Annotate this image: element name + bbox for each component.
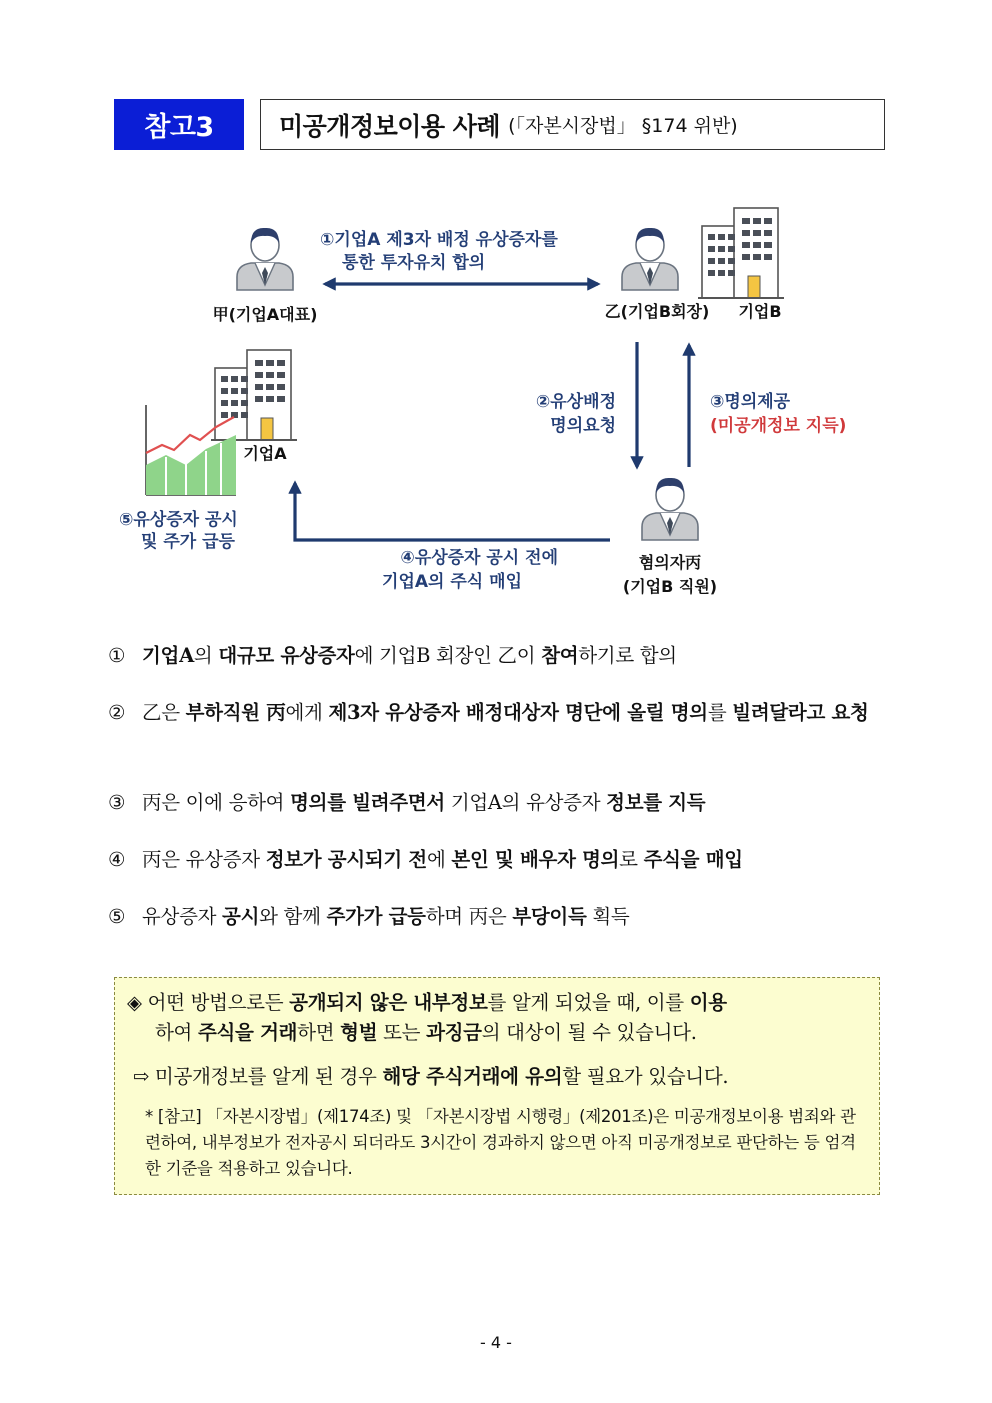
text-run: 에 <box>426 848 452 871</box>
text-run: 의 대상이 될 수 있습니다. <box>481 1021 697 1044</box>
step1-line1: ①기업A 제3자 배정 유상증자를 <box>320 230 558 250</box>
text-run: 를 <box>707 701 733 724</box>
item-text <box>142 901 888 933</box>
emphasis-text: 본인 및 배우자 명의 <box>451 848 620 871</box>
text-run: 를 알게 되었을 때, 이를 <box>487 991 690 1014</box>
step5-line1: ⑤유상증자 공시 <box>119 510 238 530</box>
text-run: 또는 <box>377 1021 427 1044</box>
item-text <box>142 787 888 819</box>
item-number: ③ <box>108 791 126 814</box>
emphasis-text: 해당 주식거래에 유의 <box>382 1065 563 1088</box>
emphasis-text: 주가가 급등 <box>326 905 426 928</box>
text-run: 의 <box>193 644 219 667</box>
case-diagram <box>110 195 890 615</box>
step1-line2: 통한 투자유치 합의 <box>342 253 486 273</box>
step4-line1: ④유상증자 공시 전에 <box>400 548 558 568</box>
emphasis-text: 부하직원 丙 <box>185 701 286 724</box>
label-company-a: 기업A <box>243 444 287 463</box>
suspect-person-icon <box>642 478 698 540</box>
note-footnote: * [참고] 「자본시장법」(제174조) 및 「자본시장법 시행령」(제201조)은 미공개정보이용 범죄와 관련하여, 내부정보가 전자공시 되더라도 3시간이 경과하지 않으면 아직 미공개정보로 판단하는 등 엄격한 기준을 적용하고 있습니다. <box>145 1107 856 1178</box>
emphasis-text: 정보가 공시되기 전 <box>265 848 427 871</box>
text-run: 할 필요가 있습니다. <box>562 1065 729 1088</box>
item-number: ④ <box>108 848 126 871</box>
note-line-1 <box>127 988 869 1018</box>
item-text <box>142 640 888 672</box>
step3-line1: ③명의제공 <box>710 392 791 412</box>
item-text <box>142 844 888 876</box>
item-number: ⑤ <box>108 905 126 928</box>
item-number: ① <box>108 644 126 667</box>
emphasis-text: 공개되지 않은 내부정보 <box>289 991 488 1014</box>
reference-badge: 참고3 <box>114 99 244 150</box>
label-person-eul: 乙(기업B회장) <box>604 302 710 321</box>
person-gap-icon <box>237 228 293 290</box>
text-run: 丙은 이에 응하여 <box>142 791 291 814</box>
emphasis-text: 주식을 매입 <box>643 848 743 871</box>
text-run: 획득 <box>586 905 630 928</box>
text-run: 기업A의 유상증자 <box>444 791 607 814</box>
emphasis-text: 빌려달라고 요청 <box>732 701 869 724</box>
step5-line2: 및 주가 급등 <box>141 532 235 552</box>
item-text <box>142 697 888 729</box>
company-b-building-icon <box>698 208 784 298</box>
page-subtitle: (「자본시장법」 §174 위반) <box>508 115 738 137</box>
emphasis-text: 기업A <box>142 644 194 667</box>
title-box <box>260 99 885 150</box>
text-run: ◈ 어떤 방법으로든 <box>127 991 290 1014</box>
step2-line1: ②유상배정 <box>535 392 616 412</box>
emphasis-text: 주식을 거래 <box>197 1021 298 1044</box>
text-run: 에게 <box>285 701 329 724</box>
page-number: - 4 - <box>480 1333 512 1352</box>
emphasis-text: 부당이득 <box>512 905 587 928</box>
label-company-b: 기업B <box>738 302 782 321</box>
text-run: ⇨ 미공개정보를 알게 된 경우 <box>133 1065 383 1088</box>
label-person-gap: 甲(기업A대표) <box>212 305 318 324</box>
caution-note-box <box>114 977 880 1195</box>
text-run: 하여 <box>155 1021 198 1044</box>
emphasis-text: 과징금 <box>426 1021 482 1044</box>
person-eul-icon <box>622 228 678 290</box>
text-run: 乙은 <box>142 701 186 724</box>
note-line-2 <box>155 1018 869 1048</box>
item-number: ② <box>108 701 126 724</box>
arrow-purchase <box>295 483 610 540</box>
emphasis-text: 형벌 <box>340 1021 378 1044</box>
step2-line2: 명의요청 <box>550 416 616 436</box>
text-run: 하며 丙은 <box>425 905 513 928</box>
text-run: 에 기업B 회장인 乙이 <box>354 644 542 667</box>
emphasis-text: 대규모 유상증자 <box>218 644 355 667</box>
emphasis-text: 제3자 유상증자 배정대상자 명단에 올릴 명의 <box>328 701 708 724</box>
text-run: 유상증자 <box>142 905 223 928</box>
company-a-building-icon <box>211 350 297 440</box>
page-title: 미공개정보이용 사례 <box>279 111 501 141</box>
emphasis-text: 정보를 지득 <box>606 791 706 814</box>
text-run: 丙은 유상증자 <box>142 848 266 871</box>
emphasis-text: 공시 <box>222 905 260 928</box>
label-suspect-1: 혐의자丙 <box>638 553 702 572</box>
step3-line2: (미공개정보 지득) <box>710 416 847 436</box>
text-run: 하면 <box>297 1021 341 1044</box>
text-run: 로 <box>619 848 644 871</box>
label-suspect-2: (기업B 직원) <box>622 577 718 596</box>
text-run: 하기로 합의 <box>578 644 677 667</box>
text-run: 와 함께 <box>259 905 327 928</box>
note-line-3 <box>133 1062 869 1092</box>
emphasis-text: 이용 <box>689 991 727 1014</box>
emphasis-text: 참여 <box>541 644 579 667</box>
emphasis-text: 명의를 빌려주면서 <box>290 791 445 814</box>
step4-line2: 기업A의 주식 매입 <box>382 572 522 592</box>
